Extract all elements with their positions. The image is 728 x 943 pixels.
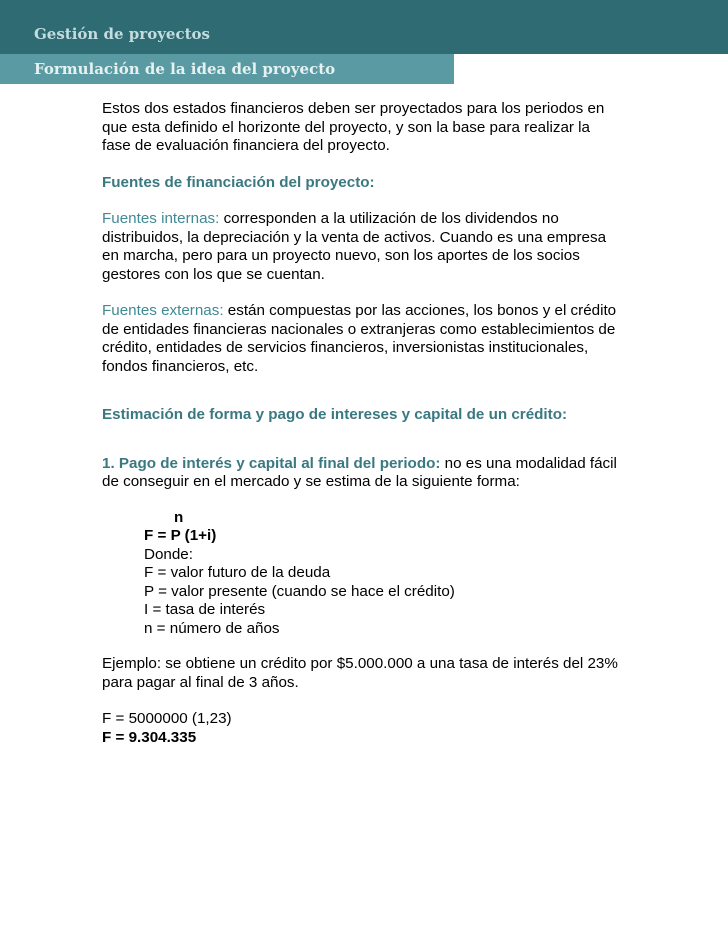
fuentes-externas-paragraph xyxy=(102,302,622,376)
formula-exponent: n xyxy=(174,508,184,526)
item1-paragraph xyxy=(102,455,622,492)
formula-var: P = valor presente (cuando se hace el crédito) xyxy=(144,582,455,600)
document-body xyxy=(102,100,622,747)
fuentes-internas-text: corresponden a la utilización de los dividendos no distribuidos, la depreciación y la venta de activos. Cuando es una empresa en marcha, pero para un proyecto nuevo, son los aportes de los socios gestores con los que se cuentan. xyxy=(102,210,607,283)
result-line: F = 9.304.335 xyxy=(102,728,197,746)
fuentes-externas-label: Fuentes externas: xyxy=(102,302,224,319)
formula-block xyxy=(102,509,622,639)
item1-label: 1. Pago de interés y capital al final del periodo: xyxy=(102,454,441,472)
formula-var: I = tasa de interés xyxy=(144,601,266,618)
fuentes-internas-label: Fuentes internas: xyxy=(102,210,220,227)
formula-var: n = número de años xyxy=(144,619,280,637)
document-subtitle: Formulación de la idea del proyecto xyxy=(34,60,336,78)
heading-estimacion: Estimación de forma y pago de intereses y capital de un crédito: xyxy=(102,406,568,423)
fuentes-internas-paragraph xyxy=(102,210,622,284)
formula-equation: F = P (1+i) xyxy=(144,527,217,544)
formula-var: F = valor futuro de la deuda xyxy=(144,564,331,581)
item1-text: no es una modalidad fácil de conseguir en el mercado y se estima de la siguiente forma: xyxy=(102,454,617,490)
formula-donde: Donde: xyxy=(144,545,193,563)
fuentes-externas-text: están compuestas por las acciones, los bonos y el crédito de entidades financieras nacionales o extranjeras como establecimientos de crédito, entidades de servicios financieros, inversionistas institucionales, fondos financieros, etc. xyxy=(102,302,617,375)
calc-line: F = 5000000 (1,23) xyxy=(102,710,232,727)
ejemplo-paragraph: Ejemplo: se obtiene un crédito por $5.000.000 a una tasa de interés del 23% para pagar al final de 3 años. xyxy=(102,655,618,691)
intro-paragraph: Estos dos estados financieros deben ser proyectados para los periodos en que esta definido el horizonte del proyecto, y son la base para realizar la fase de evaluación financiera del proyecto. xyxy=(102,100,605,154)
heading-fuentes: Fuentes de financiación del proyecto: xyxy=(102,173,375,191)
document-title: Gestión de proyectos xyxy=(34,25,210,43)
